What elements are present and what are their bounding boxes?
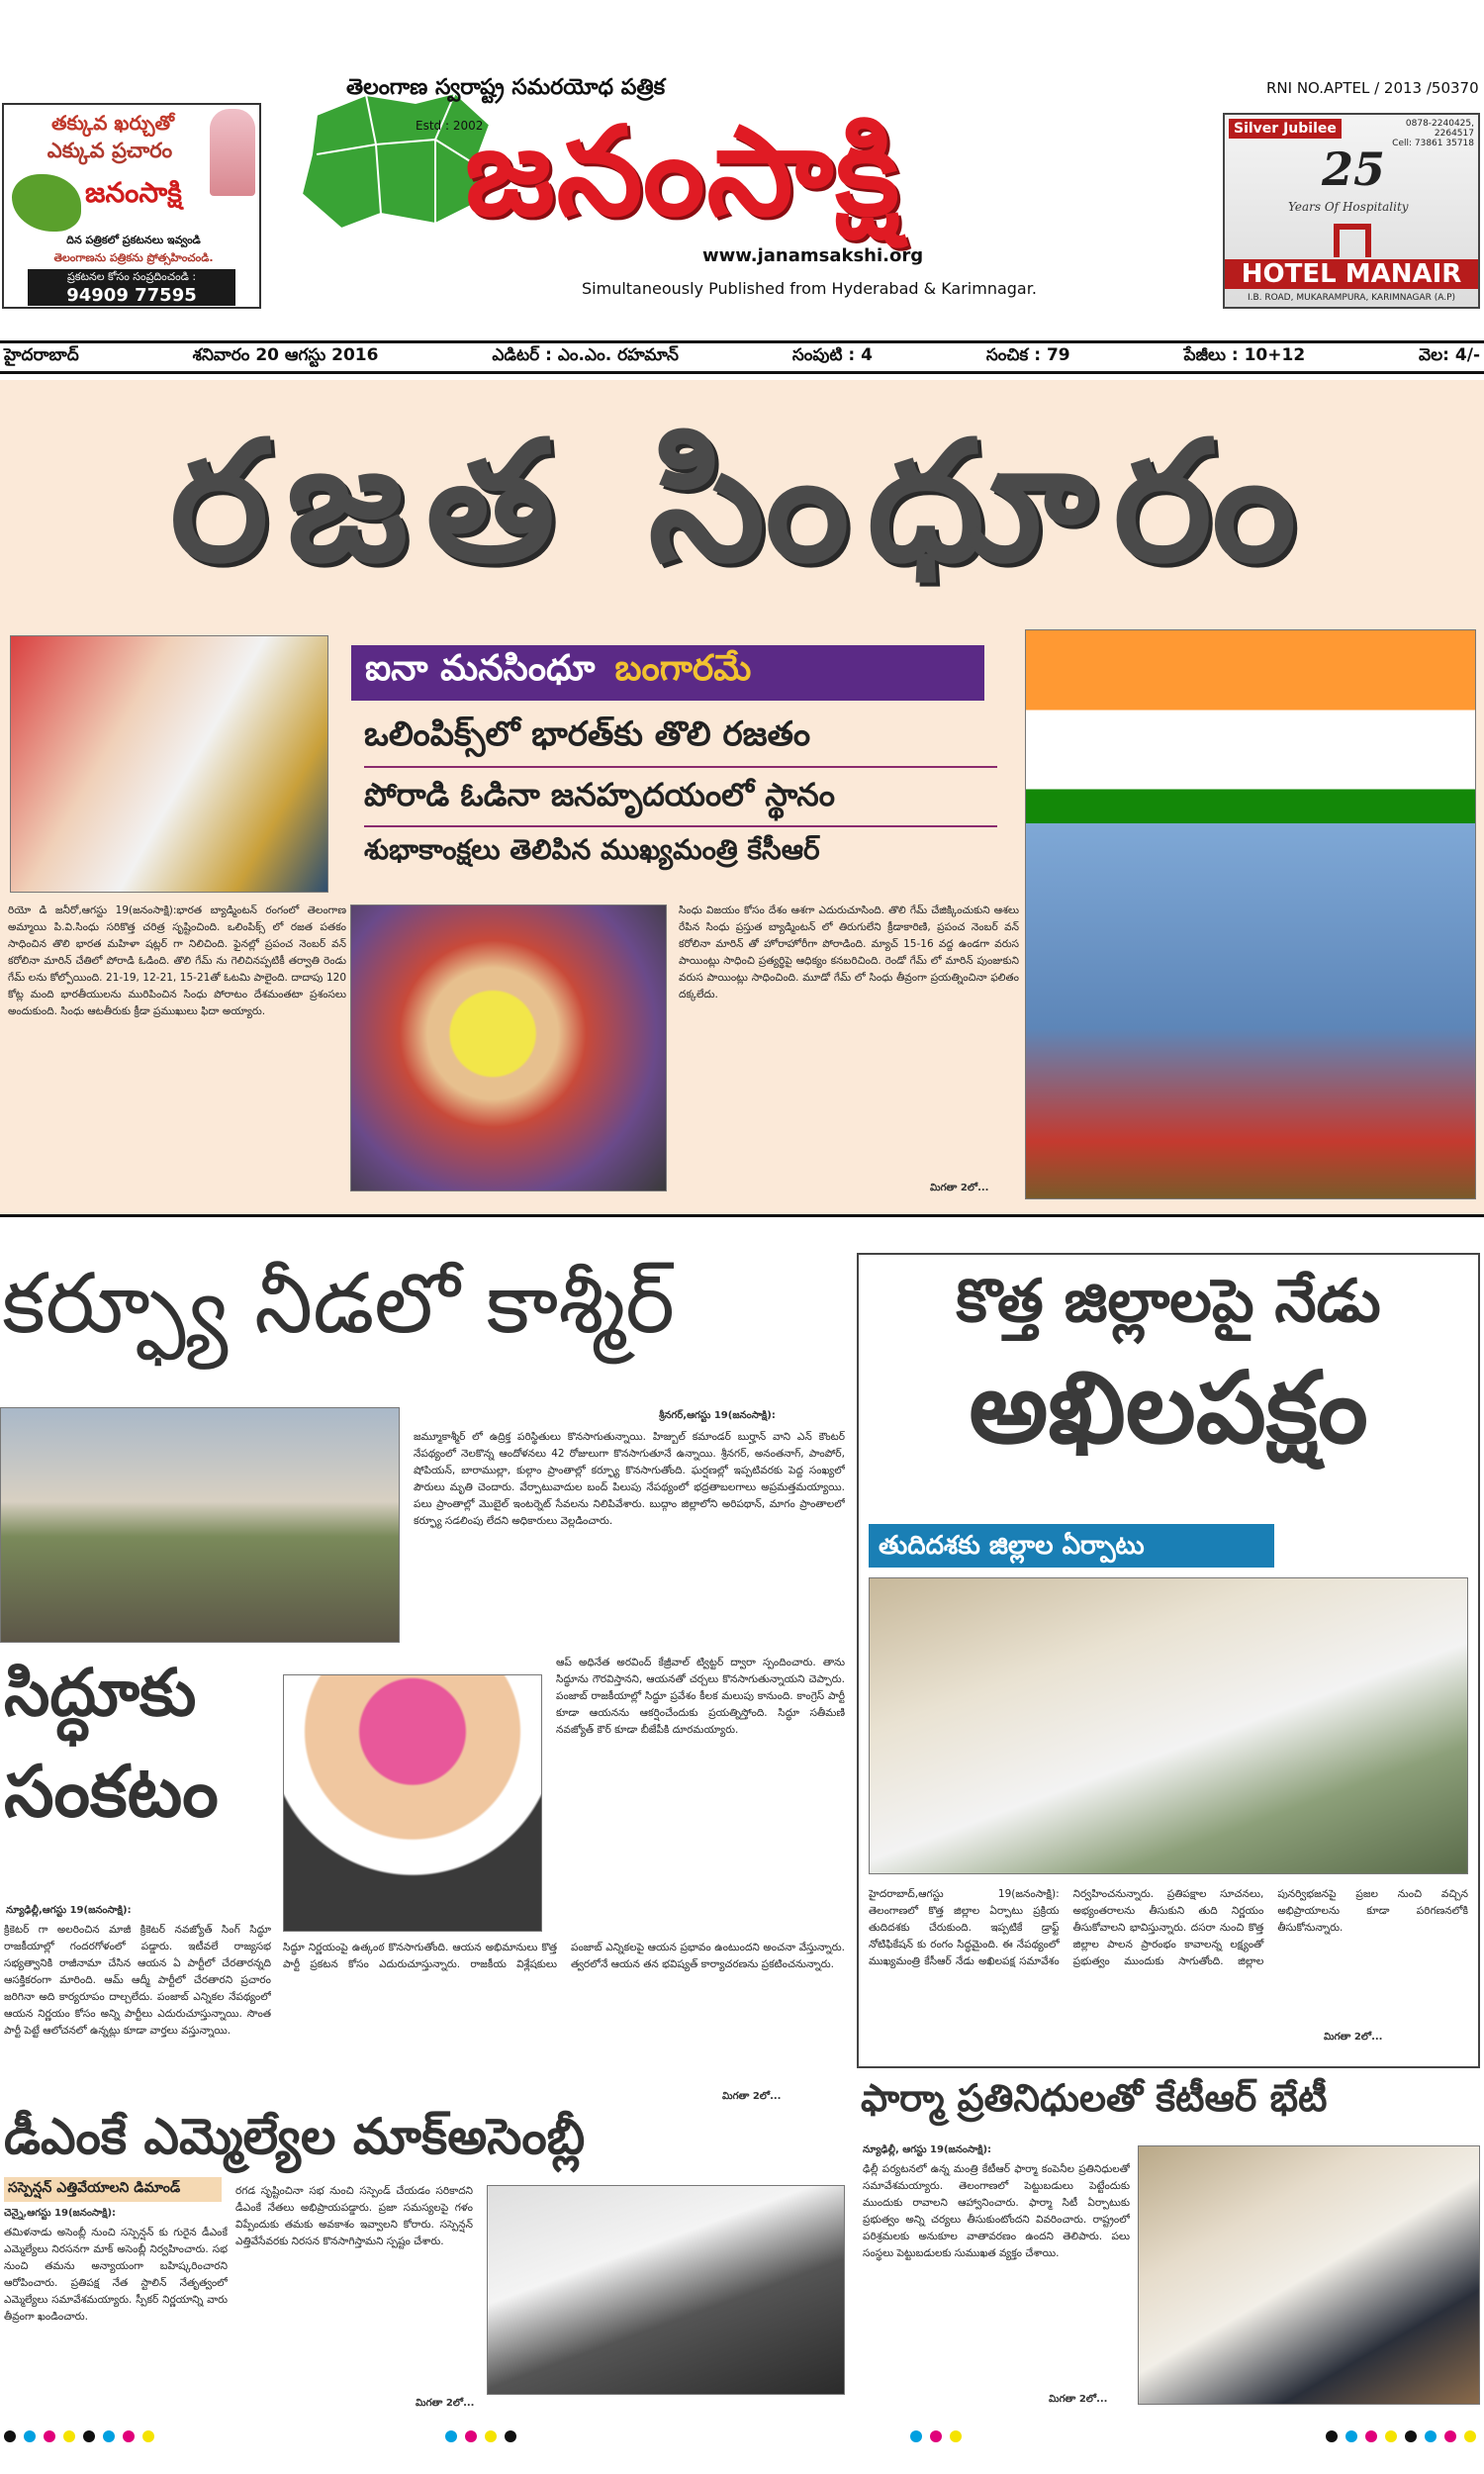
- person-icon: [210, 109, 255, 196]
- left-ad-contact-label: ప్రకటనల కోసం సంప్రదించండి :: [28, 269, 235, 287]
- masthead-tagline: తెలంగాణ స్వరాష్ట్ర సమరయోధ పత్రిక: [346, 75, 666, 100]
- dmk-headline[interactable]: డీఎంకే ఎమ్మెల్యేల మాక్‌అసెంబ్లీ: [4, 2108, 586, 2165]
- masthead-simultaneous: Simultaneously Published from Hyderabad & Karimnagar.: [582, 279, 1037, 298]
- districts-headline1[interactable]: కొత్త జిల్లాలపై నేడు: [956, 1267, 1381, 1336]
- left-ad-phone: 94909 77595: [28, 285, 235, 306]
- left-ad-line2: ఎక్కువ ప్రచారం: [46, 139, 173, 162]
- sindhu-flag-photo[interactable]: [1025, 629, 1476, 1199]
- dmk-body2: రగడ సృష్టించినా సభ నుంచి సస్పెండ్ చేయడం సరికాదని డీఎంకే నేతలు అభిప్రాయపడ్డారు. ప్రజా సమస్యలపై గళం విప్పేందుకు తమకు అవకాశం ఇవ్వాలని కోరారు. సస్పెన్షన్ ఎత్తివేసేవరకు నిరసన కొనసాగిస్తామని స్పష్టం చేశారు.: [235, 2185, 473, 2247]
- ktr-body: ఢిల్లీ పర్యటనలో ఉన్న మంత్రి కేటీఆర్ ఫార్మా కంపెనీల ప్రతినిధులతో సమావేశమయ్యారు. తెలంగాణలో పెట్టుబడులు పెట్టేందుకు ముందుకు రావాలని ఆహ్వానించారు. ఫార్మా సిటీ ఏర్పాటుకు ప్రభుత్వం అన్ని చర్యలు తీసుకుంటోందని వివరించారు. రాష్ట్రంలో పరిశ్రమలకు అనుకూల వాతావరణం ఉందని తెలిపారు. పలు సంస్థలు పెట్టుబడులకు సుముఖత వ్యక్తం చేశాయి.: [863, 2163, 1130, 2259]
- lead-kicker-b: బంగారమే: [614, 648, 752, 689]
- ktr-headline[interactable]: ఫార్మా ప్రతినిధులతో కేటీఆర్ భేటీ: [861, 2076, 1328, 2120]
- dateline-price: వెల: 4/-: [1419, 345, 1480, 365]
- kashmir-headline[interactable]: కర్ఫ్యూ నీడలో కాశ్మీర్: [2, 1255, 675, 1352]
- districts-headline2[interactable]: అఖిలపక్షం: [969, 1350, 1368, 1466]
- sidhu-dateline: న్యూఢిల్లీ,ఆగస్టు 19(జనంసాక్షి):: [6, 1905, 132, 1916]
- dmk-more[interactable]: మిగతా 2లో...: [416, 2398, 475, 2409]
- districts-more[interactable]: మిగతా 2లో...: [1324, 2032, 1383, 2043]
- sidhu-body: క్రికెటర్ గా అలరించిన మాజీ క్రికెటర్ నవజ్యోత్ సింగ్ సిద్ధూ రాజకీయాల్లో గందరగోళంలో పడ్డారు. ఇటీవలే రాజ్యసభ సభ్యత్వానికి రాజీనామా చేసిన ఆయన ఏ పార్టీలో చేరతారన్నది ఆసక్తికరంగా మారింది. ఆమ్ ఆద్మీ పార్టీలో చేరతారని ప్రచారం జరిగినా అది కార్యరూపం దాల్చలేదు. పంజాబ్ ఎన్నికల నేపథ్యంలో ఆయన నిర్ణయం కోసం అన్ని పార్టీలు ఎదురుచూస్తున్నాయి. సొంత పార్టీ పెట్టే ఆలోచనలో ఉన్నట్లు కూడా వార్తలు వస్తున్నాయి.: [4, 1924, 271, 2037]
- color-registration-marks: [0, 2426, 1484, 2450]
- districts-body: హైదరాబాద్,ఆగస్టు 19(జనంసాక్షి): తెలంగాణలో కొత్త జిల్లాల ఏర్పాటు ప్రక్రియ తుదిదశకు చేరుకుంది. ఇప్పటికే డ్రాఫ్ట్ నోటిఫికేషన్ కు రంగం సిద్ధమైంది. ఈ నేపథ్యంలో ముఖ్యమంత్రి కేసీఆర్ నేడు అఖిలపక్ష సమావేశం నిర్వహించనున్నారు. ప్రతిపక్షాల సూచనలు, అభ్యంతరాలను తీసుకుని తుది నిర్ణయం తీసుకోవాలని భావిస్తున్నారు. దసరా నుంచి కొత్త జిల్లాల పాలన ప్రారంభం కావాలన్న లక్ష్యంతో ప్రభుత్వం ముందుకు సాగుతోంది. జిల్లాల పునర్విభజనపై ప్రజల నుంచి వచ్చిన అభిప్రాయాలను కూడా పరిగణనలోకి తీసుకోనున్నారు.: [869, 1888, 1468, 1967]
- right-ad-years: 25: [1322, 143, 1386, 196]
- lead-sub2: పోరాడి ఓడినా జనహృదయంలో స్థానం: [364, 776, 997, 827]
- sidhu-headline2[interactable]: సంకటం: [4, 1750, 219, 1833]
- sidhu-photo[interactable]: [283, 1674, 542, 1932]
- left-ad-brand: జనంసాక్షి: [85, 176, 182, 209]
- sidhu-body2: ఆప్ అధినేత అరవింద్ కేజ్రీవాల్ ట్విట్టర్ ద్వారా స్పందించారు. తాను సిద్ధూను గౌరవిస్తానని, ఆయనతో చర్చలు కొనసాగుతున్నాయని చెప్పారు. పంజాబ్ రాజకీయాల్లో సిద్ధూ ప్రవేశం కీలక మలుపు కానుంది. కాంగ్రెస్ పార్టీ కూడా ఆయనను ఆకర్షించేందుకు ప్రయత్నిస్తోంది. సిద్ధూ సతీమణి నవజ్యోత్ కౌర్ కూడా బీజేపీకి దూరమయ్యారు.: [556, 1657, 845, 1736]
- left-ad-line3: దిన పత్రికలో ప్రకటనలు ఇవ్వండి: [66, 234, 201, 246]
- lead-story: [0, 380, 1484, 1217]
- right-ad[interactable]: [1223, 113, 1480, 309]
- dateline-volume: సంపుటి : 4: [791, 345, 873, 365]
- masthead-website[interactable]: www.janamsakshi.org: [702, 245, 924, 266]
- ktr-dateline: న్యూఢిల్లీ, ఆగస్టు 19(జనంసాక్షి):: [863, 2144, 992, 2155]
- right-ad-years-text: Years Of Hospitality: [1288, 200, 1409, 214]
- dmk-tag: సస్పెన్షన్ ఎత్తివేయాలని డిమాండ్: [4, 2177, 222, 2202]
- masthead-title[interactable]: జనంసాక్షి: [465, 101, 902, 243]
- kashmir-photo[interactable]: [0, 1407, 400, 1643]
- hotel-logo-icon: [1334, 224, 1371, 257]
- ktr-photo[interactable]: [1138, 2145, 1480, 2405]
- masthead-estd: Estd : 2002: [416, 119, 484, 133]
- right-ad-name: HOTEL MANAIR: [1225, 259, 1478, 289]
- right-ad-badge: Silver Jubilee: [1229, 119, 1342, 139]
- kashmir-dateline: శ్రీనగర్,ఆగస్టు 19(జనంసాక్షి):: [659, 1410, 776, 1421]
- dmk-photo[interactable]: [487, 2185, 845, 2395]
- dateline-date: శనివారం 20 ఆగస్టు 2016: [192, 345, 379, 365]
- left-ad[interactable]: [2, 103, 261, 309]
- sidhu-body3: సిద్ధూ నిర్ణయంపై ఉత్కంఠ కొనసాగుతోంది. ఆయన అభిమానులు కొత్త పార్టీ ప్రకటన కోసం ఎదురుచూస్తున్నారు. రాజకీయ విశ్లేషకులు పంజాబ్ ఎన్నికలపై ఆయన ప్రభావం ఉంటుందని అంచనా వేస్తున్నారు. త్వరలోనే ఆయన తన భవిష్యత్ కార్యాచరణను ప్రకటించనున్నారు.: [283, 1942, 845, 1970]
- lead-kicker: [351, 645, 984, 701]
- lead-body-right: సింధు విజయం కోసం దేశం ఆశగా ఎదురుచూసింది. తొలి గేమ్ చేజిక్కించుకుని ఆశలు రేపిన సింధు ప్రస్తుత బ్యాడ్మింటన్ లో తిరుగులేని క్రీడాకారిణి, ప్రపంచ నెంబర్ వన్ కరోలినా మారిన్ తో హోరాహోరీగా పోరాడింది. మ్యాచ్ 15-16 వద్ద ఉండగా వరుస పాయింట్లు సాధించి ప్రత్యర్థిపై ఆధిక్యం కనబరిచింది. రెండో గేమ్ లో మారిన్ పుంజుకుని వరుస పాయింట్లు సాధించింది. మూడో గేమ్ లో సింధు తీవ్రంగా ప్రయత్నించినా ఫలితం దక్కలేదు.: [679, 904, 1019, 1000]
- dmk-body: తమిళనాడు అసెంబ్లీ నుంచి సస్పెన్షన్ కు గురైన డీఎంకే ఎమ్మెల్యేలు నిరసనగా మాక్ అసెంబ్లీ నిర్వహించారు. సభ నుంచి తమను అన్యాయంగా బహిష్కరించారని ఆరోపించారు. ప్రతిపక్ష నేత స్టాలిన్ నేతృత్వంలో ఎమ్మెల్యేలు సమావేశమయ్యారు. స్పీకర్ నిర్ణయాన్ని వారు తీవ్రంగా ఖండించారు.: [4, 2227, 228, 2323]
- right-ad-address: I.B. ROAD, MUKARAMPURA, KARIMNAGAR (A.P): [1247, 293, 1456, 303]
- medalists-photo[interactable]: [10, 635, 328, 893]
- all-party-meeting-photo[interactable]: [869, 1577, 1468, 1874]
- dateline-city: హైదరాబాద్: [4, 345, 79, 365]
- sindhu-action-photo[interactable]: [350, 904, 667, 1191]
- dateline-pages: పేజీలు : 10+12: [1183, 345, 1306, 365]
- telangana-map-icon: [12, 174, 81, 232]
- left-ad-line4: తెలంగాణను పత్రికను ప్రోత్సహించండి.: [53, 251, 214, 264]
- dmk-dateline: చెన్నై,ఆగస్టు 19(జనంసాక్షి):: [4, 2208, 117, 2219]
- lead-headline[interactable]: రజత సింధూరం: [169, 405, 1315, 599]
- kashmir-body: జమ్మూకాశ్మీర్ లో ఉద్రిక్త పరిస్థితులు కొనసాగుతున్నాయి. హిజ్బుల్ కమాండర్ బుర్హాన్ వాని ఎన్ కౌంటర్ నేపథ్యంలో నెలకొన్న ఆందోళనలు 42 రోజులుగా కొనసాగుతూనే ఉన్నాయి. శ్రీనగర్, అనంతనాగ్, పాంపోర్, షోపియన్, బారాముల్లా, కుల్గాం ప్రాంతాల్లో కర్ఫ్యూ కొనసాగుతోంది. ఘర్షణల్లో ఇప్పటివరకు పెద్ద సంఖ్యలో పౌరులు మృతి చెందారు. వేర్పాటువాదుల బంద్ పిలుపు నేపథ్యంలో భద్రతాబలగాలు అప్రమత్తమయ్యాయి. పలు ప్రాంతాల్లో మొబైల్ ఇంటర్నెట్ సేవలను నిలిపివేశారు. బుద్గాం జిల్లాలోని అరిపథాన్, మాగం ప్రాంతాలలో కర్ఫ్యూ సడలింపు లేదని అధికారులు వెల్లడించారు.: [414, 1431, 845, 1527]
- districts-box: [857, 1253, 1480, 2068]
- dateline-bar: [0, 340, 1484, 374]
- dateline-editor: ఎడిటర్ : ఎం.ఎం. రహమాన్: [492, 345, 679, 365]
- dateline-issue: సంచిక : 79: [985, 345, 1070, 365]
- lead-kicker-a: ఐనా మనసింధూ: [365, 648, 596, 689]
- ktr-more[interactable]: మిగతా 2లో...: [1049, 2394, 1108, 2405]
- lead-more[interactable]: మిగతా 2లో...: [930, 1183, 989, 1193]
- lead-sub1: ఒలింపిక్స్‌లో భారత్‌కు తొలి రజతం: [364, 714, 997, 768]
- sidhu-headline1[interactable]: సిద్ధూకు: [4, 1655, 197, 1731]
- left-ad-line1: తక్కువ ఖర్చుతో: [50, 111, 175, 135]
- lead-sub3: శుభాకాంక్షలు తెలిపిన ముఖ్యమంత్రి కేసీఆర్: [364, 833, 820, 866]
- right-ad-phones: 0878-2240425, 2264517 Cell: 73861 35718: [1392, 119, 1474, 148]
- lead-body-left: రియో డి జనీరో,ఆగస్టు 19(జనంసాక్షి):భారత బ్యాడ్మింటన్ రంగంలో తెలంగాణ అమ్మాయి పి.వి.సింధు సరికొత్త చరిత్ర సృష్టించింది. ఒలింపిక్స్ లో రజత పతకం సాధించిన తొలి భారత మహిళా షట్లర్ గా నిలిచింది. ఫైనల్లో ప్రపంచ నెంబర్ వన్ కరోలినా మారిన్ చేతిలో పోరాడి ఓడింది. తొలి గేమ్ ను గెలిచినప్పటికీ తర్వాతి రెండు గేమ్ లను కోల్పోయింది. 21-19, 12-21, 15-21తో ఓటమి పాలైంది. దాదాపు 120 కోట్ల మంది భారతీయులను మురిపించిన సింధు పోరాటం దేశమంతటా ప్రశంసలు అందుకుంది. సింధు ఆటతీరుకు క్రీడా ప్రముఖులు ఫిదా అయ్యారు.: [8, 904, 346, 1017]
- sidhu-more[interactable]: మిగతా 2లో...: [722, 2091, 782, 2102]
- districts-tag: తుదిదశకు జిల్లాల ఏర్పాటు: [869, 1524, 1274, 1568]
- rni-number: RNI NO.APTEL / 2013 /50370: [1266, 79, 1479, 97]
